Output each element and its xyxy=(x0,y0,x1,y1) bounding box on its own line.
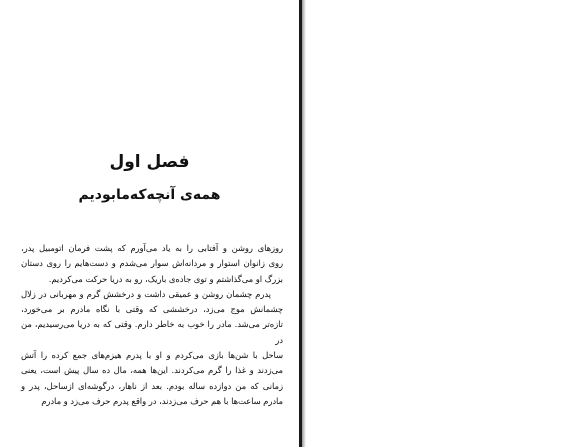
chapter-title: فصل اول xyxy=(109,152,190,172)
body-line: چشمانش موج می‌زد، درخششی که وقتی با نگاه مادرم بر می‌خورد، xyxy=(21,304,283,315)
body-line: زمانی که من دوازده ساله بودم. بعد از ناهار، درگوشه‌ای ازساحل، پدر و xyxy=(21,380,283,391)
body-line: پدرم چشمان روشن و عمیقی داشت و درخشش گرم و مهربانی در زلال xyxy=(21,288,271,299)
chapter-body xyxy=(21,241,283,409)
chapter-subtitle: همه‌ی آنچه‌که‌مابودیم xyxy=(78,187,221,203)
body-line: مادرم ساعت‌ها با هم حرف می‌زدند، در واقع پدرم حرف می‌زد و مادرم xyxy=(41,395,283,406)
body-line: روی زانوان استوار و مردانه‌اش سوار می‌شدم و دست‌هایم را روی دستان xyxy=(21,258,283,269)
body-line: بزرگ او می‌گذاشتم و توی جاده‌ی باریک، رو به دریا حرکت می‌کردیم. xyxy=(48,273,283,284)
body-line: تازه‌تر می‌شد. مادر را خوب به خاطر دارم. وقتی که به دریا می‌رسیدیم، من در xyxy=(21,319,283,345)
body-line: روزهای روشن و آفتابی را به یاد می‌آورم که پشت فرمان اتومبیل پدر، xyxy=(21,243,283,253)
body-line: می‌زدند و غذا را گرم می‌کردند. این‌ها همه، مال ده سال پیش است، یعنی xyxy=(21,365,283,376)
right-page-blank xyxy=(306,0,573,447)
body-line: ساحل با شن‌ها بازی می‌کردم و او با پدرم هیزم‌های جمع کرده را آتش xyxy=(21,350,283,361)
